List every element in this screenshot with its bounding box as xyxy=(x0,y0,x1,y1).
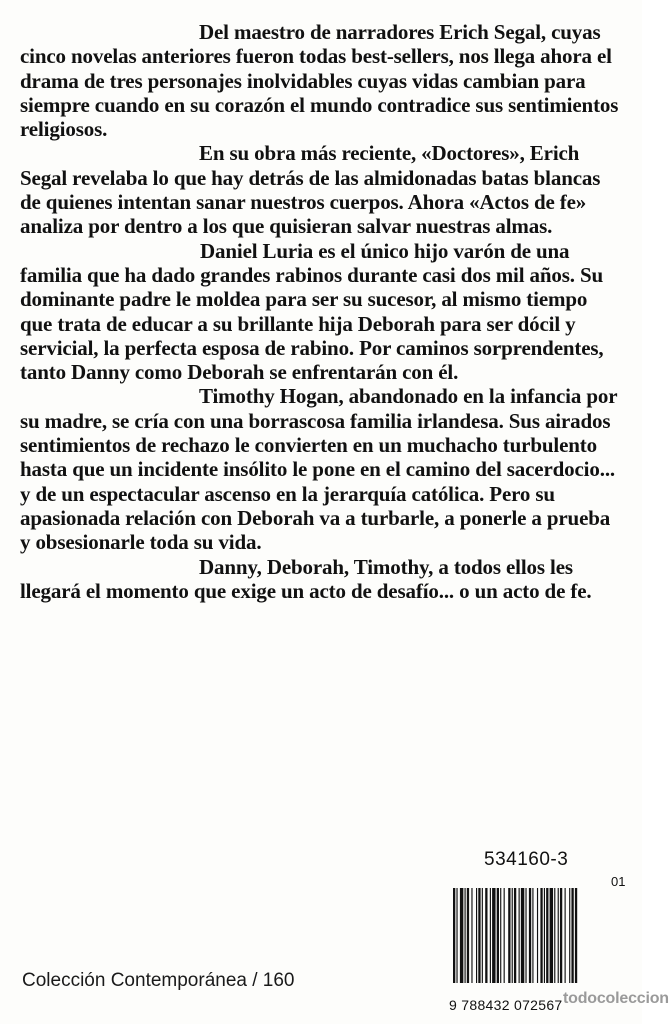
barcode-bar xyxy=(560,888,562,983)
barcode-bar xyxy=(485,888,487,983)
series-label: Colección Contemporánea / 160 xyxy=(22,970,295,991)
barcode-bar xyxy=(571,888,573,983)
barcode-bar xyxy=(529,888,531,983)
barcode-bar xyxy=(460,888,463,983)
watermark-logo: todocoleccion xyxy=(563,990,669,1007)
barcode-bar xyxy=(497,888,499,983)
isbn-barcode xyxy=(445,870,669,1020)
barcode-bar xyxy=(544,888,545,983)
synopsis-paragraph: En su obra más reciente, «Doctores», Erich Segal revelaba lo que hay detrás de las almidonadas batas blancas de quienes intentan sanar nuestros cuerpos. Ahora «Actos de fe» analiza por dentro a los que quisieran salvar nuestras almas. xyxy=(20,141,601,239)
barcode-bar xyxy=(500,888,501,983)
barcode-bar xyxy=(514,888,516,983)
barcode-bar xyxy=(532,888,533,983)
synopsis-paragraph: Danny, Deborah, Timothy, a todos ellos les llegará el momento que exige un acto de desafío... o un acto de fe. xyxy=(20,554,592,603)
barcode-bar xyxy=(575,888,577,983)
barcode-bar xyxy=(519,888,520,983)
synopsis-text xyxy=(20,20,620,603)
barcode-bar xyxy=(492,888,495,983)
barcode-bar xyxy=(508,888,510,983)
barcode-bar xyxy=(482,888,483,983)
isbn-digits: 9 788432 072567 xyxy=(449,997,563,1013)
barcode-bar xyxy=(546,888,548,983)
barcode-bar xyxy=(490,888,491,983)
catalog-number: 534160-3 xyxy=(484,849,569,870)
synopsis-paragraph: Del maestro de narradores Erich Segal, cuyas cinco novelas anteriores fueron todas best-sellers, nos llega ahora el drama de tres personajes inolvidables cuyas vidas cambian para siempre cuando en su corazón el mundo contradice sus sentimientos religiosos. xyxy=(20,20,619,142)
barcode-bar xyxy=(540,888,542,983)
barcode-bar xyxy=(569,888,570,983)
barcode-bar xyxy=(471,888,472,983)
barcode-bar xyxy=(521,888,524,983)
barcode-bar xyxy=(467,888,469,983)
barcode-bar xyxy=(525,888,526,983)
barcode-bar xyxy=(478,888,480,983)
synopsis-paragraph: Daniel Luria es el único hijo varón de una familia que ha dado grandes rabinos durante casi dos mil años. Su dominante padre le moldea para ser su sucesor, al mismo tiempo que trata de educar a su brillante hija Deborah para ser dócil y servicial, la perfecta esposa de rabino. Por caminos sorprendentes, tanto Danny como Deborah se enfrentarán con él. xyxy=(20,238,604,385)
barcode-bar xyxy=(558,888,559,983)
barcode-bar xyxy=(456,888,457,983)
barcode-bar xyxy=(476,888,477,983)
barcode-bar xyxy=(550,888,553,983)
barcode-bar xyxy=(504,888,505,983)
barcode-bar xyxy=(554,888,555,983)
barcode-bar xyxy=(565,888,566,983)
barcode-bar xyxy=(512,888,513,983)
synopsis-paragraph: Timothy Hogan, abandonado en la infancia por su madre, se cría con una borrascosa familia irlandesa. Sus airados sentimientos de rechazo le convierten en un muchacho turbulento hasta que un incidente insólito le pone en el camino del sacerdocio... y de un espectacular ascenso en la jerarquía católica. Pero su apasionada relación con Deborah va a turbarle, a ponerle a prueba y obsesionarle toda su vida. xyxy=(20,384,617,555)
barcode-bar xyxy=(465,888,466,983)
barcode-bars xyxy=(453,878,611,996)
barcode-bar xyxy=(537,888,538,983)
barcode-addon: 01 xyxy=(611,874,626,889)
barcode-bar xyxy=(453,888,455,983)
